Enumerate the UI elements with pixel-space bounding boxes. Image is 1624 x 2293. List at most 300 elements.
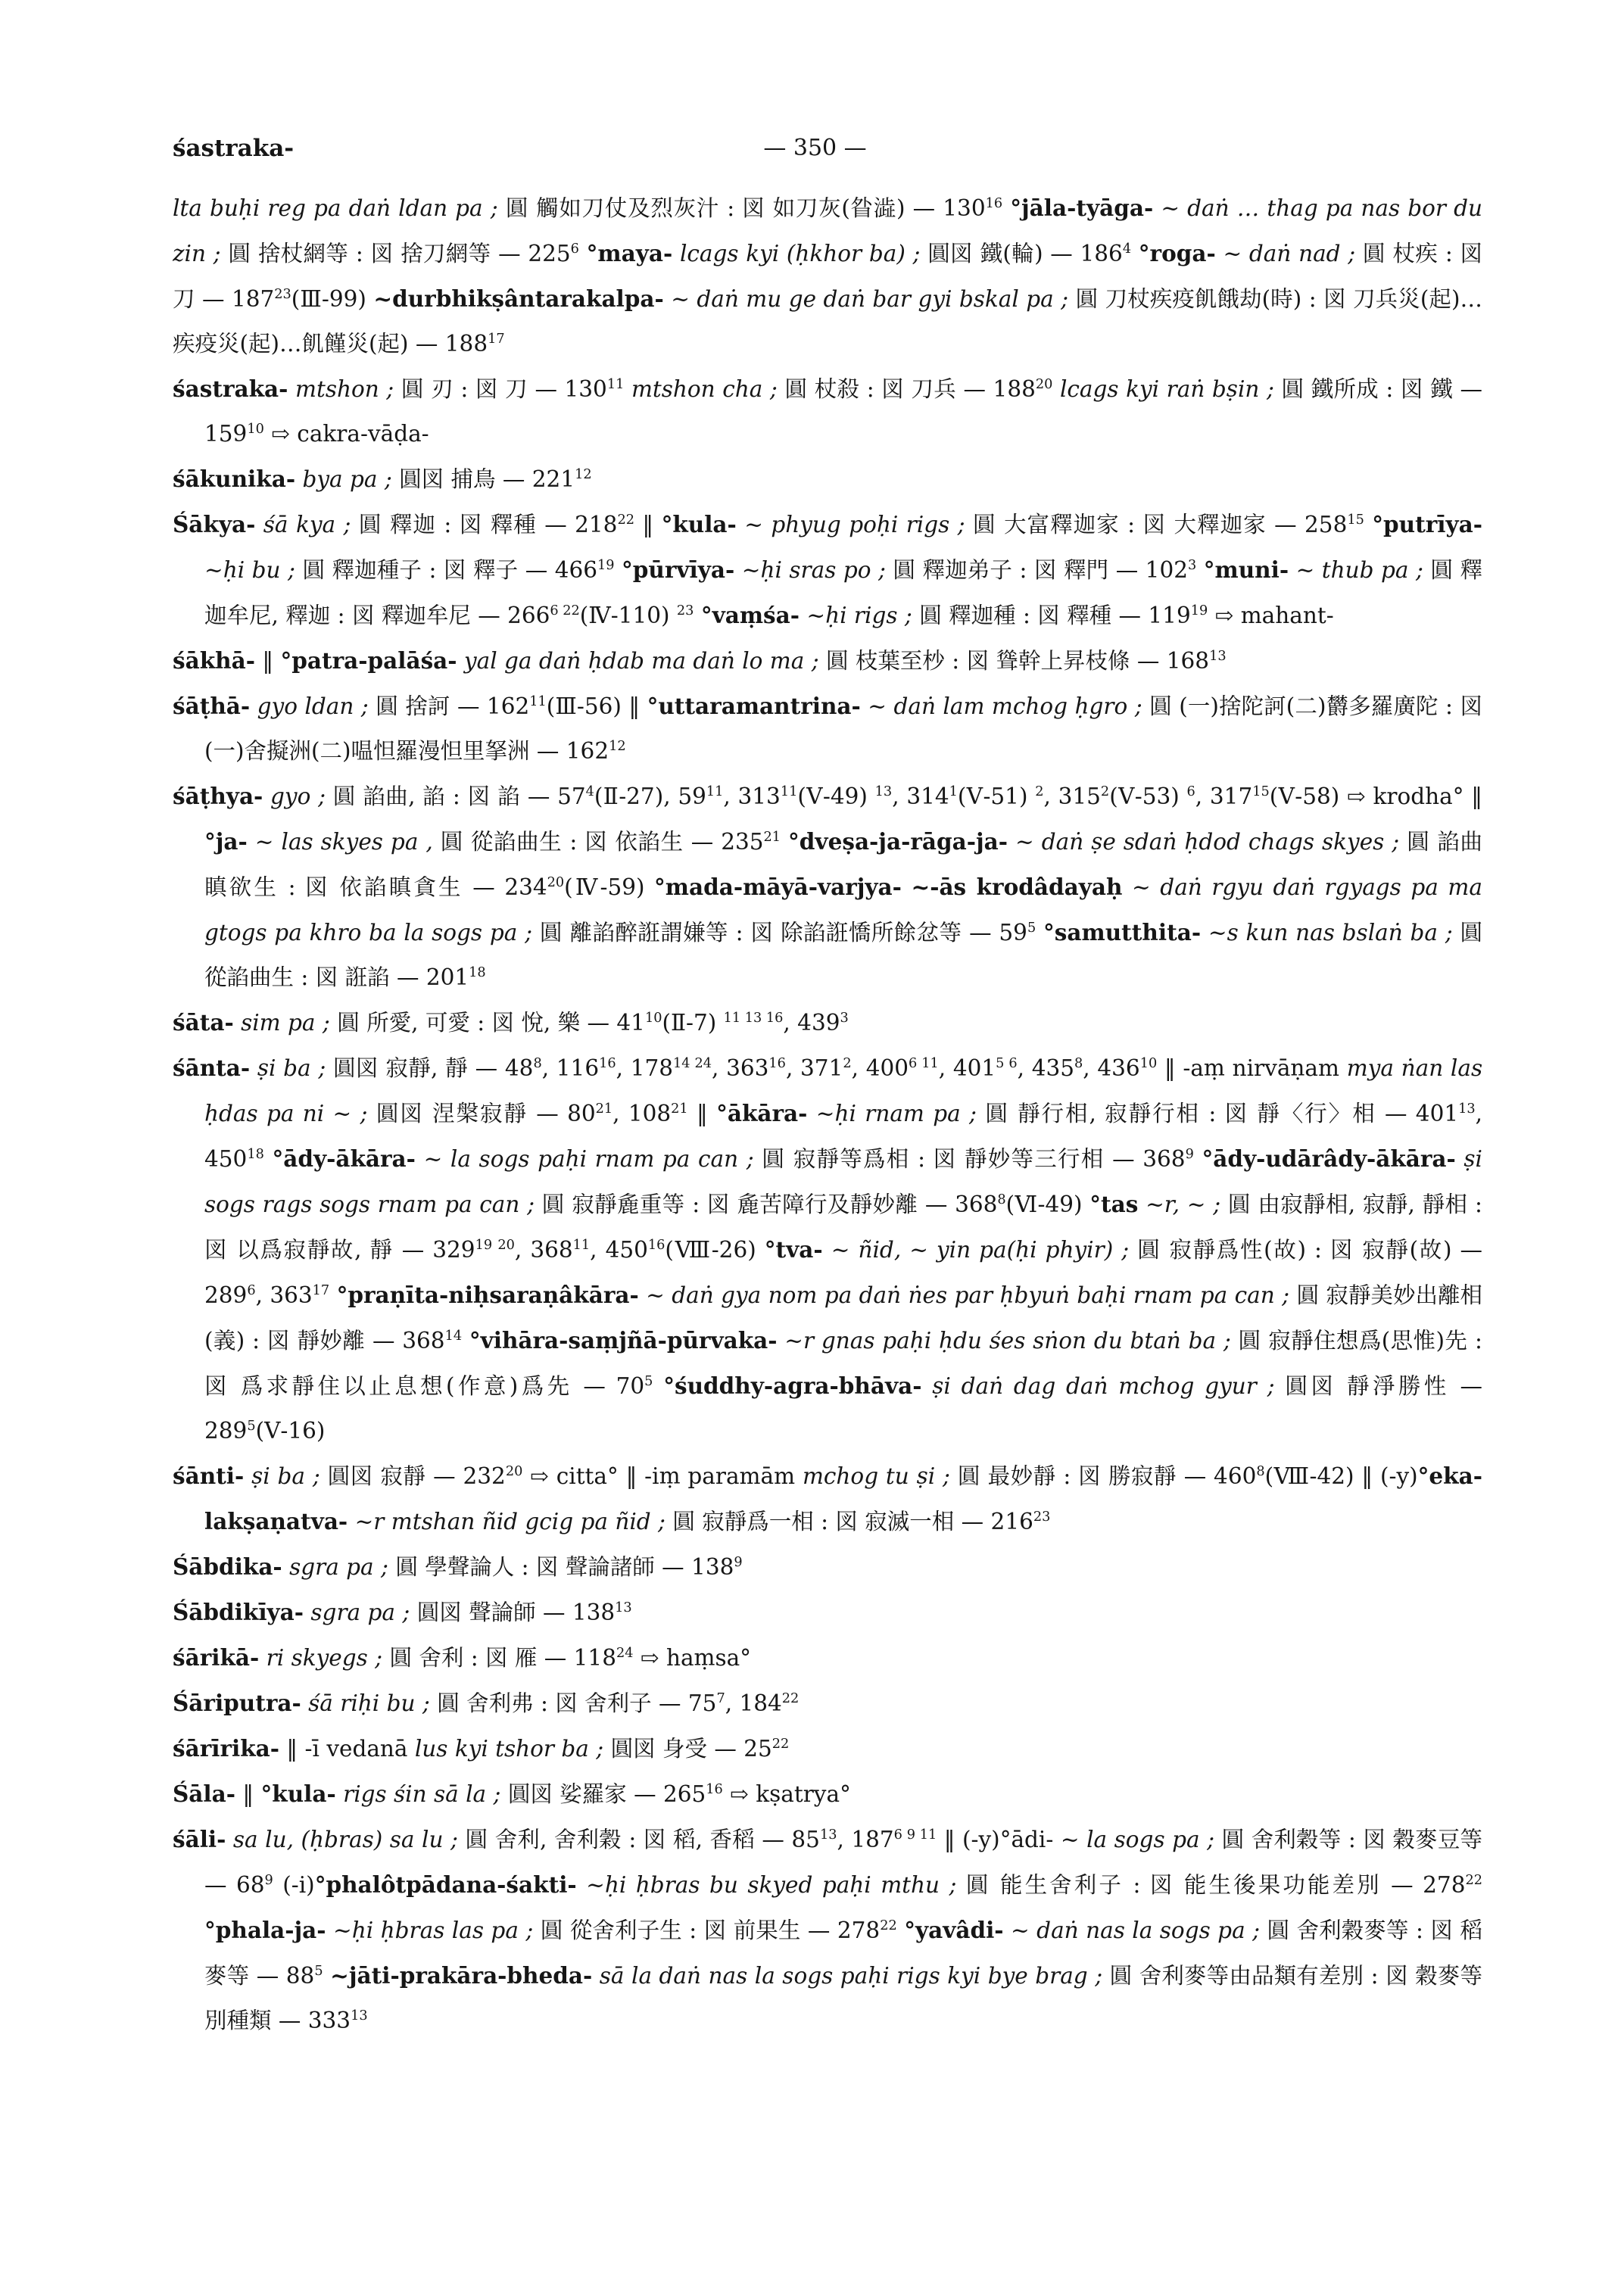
gloss-text: 圓 從舍利子生 : 図 前果生 — 278 — [540, 1918, 881, 1943]
reference-superscript: 16 — [985, 196, 1003, 212]
dictionary-entry-sabdika — [173, 1544, 1482, 1590]
gloss-text: 圓 所愛, 可愛 : 図 悅, 樂 — 41 — [337, 1010, 645, 1036]
gloss-text: 圓 觸如刀仗及烈灰汁 : 図 如刀灰(䀤澁) — 130 — [505, 195, 986, 221]
reference-superscript: 11 — [706, 784, 724, 800]
reference-superscript: 2 — [1100, 784, 1110, 800]
tibetan-text: ~ phyug poḥi rigs ; — [744, 512, 974, 537]
gloss-text — [664, 286, 671, 312]
gloss-text — [348, 1509, 354, 1534]
gloss-text: , 450 — [590, 1237, 648, 1263]
tibetan-text: ~ daṅ ṣe sdaṅ ḥdod chags skyes ; — [1015, 829, 1407, 855]
reference-superscript: 5 6 — [996, 1056, 1018, 1072]
tibetan-text: ~ daṅ nad ; — [1223, 241, 1363, 266]
reference-superscript: 8 — [997, 1192, 1006, 1208]
gloss-text: 圓 鐵所成 : 図 鐵 — 159 — [204, 376, 1482, 447]
gloss-text: , 116 — [541, 1055, 600, 1081]
reference-superscript: 11 13 16 — [723, 1011, 784, 1027]
subentry-term: °kula- — [260, 1781, 336, 1807]
reference-superscript: 5 — [644, 1374, 653, 1390]
gloss-text: , 368 — [514, 1237, 573, 1263]
gloss-text: 圓 (一)捨陀訶(二)欝多羅廣陀 : 図 (一)舍擬洲(二)嗢怛羅漫怛里拏洲 — 162 — [204, 693, 1482, 764]
gloss-text: 圓 能生舍利子 : 図 能生後果功能差別 — 278 — [965, 1872, 1466, 1898]
gloss-text: , 371 — [785, 1055, 843, 1081]
dictionary-entry-sakha — [173, 638, 1482, 684]
subentry-term: °phalôtpādana-śakti- — [314, 1871, 577, 1898]
reference-superscript: 10 — [644, 1011, 662, 1027]
reference-superscript: 24 — [616, 1646, 634, 1662]
headword: śāṭhā- — [173, 693, 251, 719]
subentry-term: °mada-māyā-varjya- — [654, 874, 902, 900]
gloss-text — [264, 1146, 273, 1172]
running-header — [173, 135, 1457, 173]
running-headword: śastraka- — [173, 135, 295, 162]
gloss-text: 圓 捨杖網等 : 図 捨刀網等 — 225 — [228, 241, 571, 266]
reference-superscript: 13 — [1209, 649, 1227, 665]
reference-superscript: 10 — [1139, 1056, 1158, 1072]
headword: śārikā- — [173, 1644, 260, 1671]
gloss-text — [1004, 1918, 1011, 1943]
reference-superscript: 9 — [264, 1873, 273, 1889]
tibetan-text: lcags kyi (ḥkhor ba) ; — [679, 241, 928, 266]
tibetan-text: ~ḥi bu ; — [204, 557, 303, 583]
gloss-text: (Ⅳ-110) — [579, 603, 677, 628]
tibetan-text: ~r gnas paḥi ḥdu śes sṅon du btaṅ ba ; — [784, 1328, 1239, 1354]
gloss-text: 圓 由寂靜相, 寂靜, 靜相 : 図 以爲寂靜故, 靜 — 329 — [204, 1192, 1482, 1263]
gloss-text — [457, 648, 464, 674]
gloss-text: 圓 刀杖疾疫飢餓劫(時) : 図 刀兵災(起)…疾疫災(起)…飢饉災(起) — 188 — [173, 286, 1482, 357]
reference-superscript: 14 — [444, 1329, 463, 1344]
reference-superscript: 9 — [734, 1555, 743, 1571]
gloss-text: ‖ — [254, 648, 281, 674]
reference-superscript: 6 9 11 — [893, 1827, 937, 1843]
gloss-text — [1364, 512, 1372, 537]
gloss-text — [921, 1373, 932, 1399]
gloss-text — [462, 1328, 469, 1354]
gloss-text: , 450 — [204, 1101, 1482, 1172]
dictionary-entry-sathya — [173, 774, 1482, 1000]
gloss-text — [250, 1055, 257, 1081]
gloss-text — [1289, 557, 1296, 583]
reference-superscript: 13 — [874, 784, 893, 800]
headword: śānta- — [173, 1055, 251, 1081]
reference-superscript: 22 — [617, 512, 634, 528]
reference-superscript: 20 — [547, 875, 565, 891]
reference-superscript: 16 — [768, 1056, 786, 1072]
headword: Śābdika- — [173, 1553, 282, 1580]
gloss-text: 圓 釋迦種 : 図 釋種 — 119 — [919, 603, 1191, 628]
reference-superscript: 6 — [570, 241, 579, 257]
gloss-text — [897, 1918, 904, 1943]
gloss-text: 圓 釋迦弟子 : 図 釋門 — 102 — [893, 557, 1188, 583]
headword: Śāla- — [173, 1781, 235, 1807]
gloss-text: (Ⅲ-56) ‖ — [546, 693, 647, 719]
tibetan-text: ~ daṅ … thag pa nas bor du zin ; — [173, 195, 1482, 266]
tibetan-text: ~ la sogs paḥi rnam pa can ; — [423, 1146, 762, 1172]
tibetan-text: ~ daṅ lam mchog ḥgro ; — [868, 693, 1150, 719]
gloss-text: , 313 — [723, 784, 781, 809]
reference-superscript: 18 — [469, 965, 486, 981]
reference-superscript: 5 — [314, 1964, 323, 1980]
tibetan-text: ~ las skyes pa , — [254, 829, 441, 855]
gloss-text: (Ⅲ-99) — [291, 286, 374, 312]
gloss-text: 圓図 身受 — 25 — [610, 1736, 772, 1762]
gloss-text: (Ⅷ-26) — [665, 1237, 765, 1263]
gloss-text: ‖ -aṃ nirvāṇam — [1157, 1055, 1347, 1081]
headword: Śābdikīya- — [173, 1599, 304, 1625]
gloss-text: 圓 從諂曲生 : 図 誑諂 — 201 — [204, 920, 1482, 990]
gloss-text — [672, 241, 680, 266]
gloss-text — [577, 1872, 586, 1898]
dictionary-entry-sala — [173, 1771, 1482, 1817]
gloss-text: 圓 釋迦 : 図 釋種 — 218 — [358, 512, 618, 537]
reference-superscript: 13 — [1458, 1101, 1476, 1117]
reference-superscript: 20 — [1035, 377, 1053, 393]
gloss-text — [1138, 1192, 1146, 1217]
gloss-text — [823, 1237, 831, 1263]
gloss-text — [694, 603, 700, 628]
gloss-text — [1122, 874, 1132, 900]
reference-superscript: 21 — [671, 1101, 688, 1117]
gloss-text: ‖ — [687, 1101, 717, 1126]
reference-superscript: 3 — [1188, 558, 1197, 574]
reference-superscript: 23 — [274, 287, 291, 303]
gloss-text — [250, 693, 257, 719]
reference-superscript: 3 — [840, 1011, 849, 1027]
tibetan-text: ṣi ba ; — [257, 1055, 333, 1081]
subentry-term: °tas — [1089, 1191, 1139, 1217]
tibetan-text: ~ daṅ gya nom pa daṅ ṅes par ḥbyuṅ baḥi rnam pa can ; — [646, 1282, 1297, 1308]
reference-superscript: 23 — [1033, 1509, 1051, 1525]
gloss-text — [781, 829, 788, 855]
reference-superscript: 1 — [949, 784, 958, 800]
gloss-text: (Ⅴ-51) — [957, 784, 1036, 809]
gloss-text: 圓 諂曲, 諂 : 図 諂 — 57 — [332, 784, 586, 809]
dictionary-entry-saririka — [173, 1726, 1482, 1771]
dictionary-entry-sakya — [173, 502, 1482, 638]
gloss-text: ⇨ cakra-vāḍa- — [263, 421, 429, 447]
tibetan-text: ~s kun nas bslaṅ ba ; — [1208, 920, 1460, 946]
gloss-text: 圓 寂靜住想爲(思惟)先 : 図 爲求靜住以止息想(作意)爲先 — 70 — [204, 1328, 1482, 1399]
reference-superscript: 11 — [780, 784, 798, 800]
headword: Śāriputra- — [173, 1690, 301, 1716]
reference-superscript: 6 — [1186, 784, 1195, 800]
reference-superscript: 12 — [609, 739, 626, 755]
subentry-term: °putrīya- — [1372, 511, 1482, 537]
gloss-text: 圓 大富釋迦家 : 図 大釋迦家 — 258 — [973, 512, 1348, 537]
gloss-text — [282, 1554, 289, 1580]
reference-superscript: 13 — [351, 2008, 368, 2024]
tibetan-text: sgra pa ; — [289, 1554, 396, 1580]
subentry-term: °praṇīta-niḥsaraṇâkāra- — [336, 1282, 639, 1308]
gloss-text: 圓図 靜淨勝性 — 289 — [204, 1373, 1482, 1444]
reference-superscript: 16 — [599, 1056, 616, 1072]
subentry-term: °jāla-tyāga- — [1010, 195, 1154, 221]
subentry-term: °muni- — [1203, 556, 1289, 583]
gloss-text: 圓 學聲論人 : 図 聲論諸師 — 138 — [395, 1554, 734, 1580]
subentry-term: °ākāra- — [716, 1100, 808, 1126]
tibetan-text: mya ṅan las ḥdas pa ni ~ ; — [204, 1055, 1482, 1126]
gloss-text: , 436 — [1083, 1055, 1140, 1081]
subentry-term: °roga- — [1138, 240, 1216, 266]
gloss-text: 圓図 捕鳥 — 221 — [399, 466, 575, 492]
gloss-text — [807, 1101, 815, 1126]
tibetan-text: ~r, ~ ; — [1146, 1192, 1228, 1217]
gloss-text — [259, 1645, 266, 1671]
tibetan-text: ~ḥi sras po ; — [741, 557, 893, 583]
gloss-text — [1036, 920, 1043, 946]
dictionary-entry-sabdikiya — [173, 1590, 1482, 1635]
gloss-text: (Ⅱ-27), 59 — [594, 784, 706, 809]
tibetan-text: sgra pa ; — [310, 1600, 417, 1625]
gloss-text: 圓 舍利, 舍利穀 : 図 稻, 香稻 — 85 — [465, 1827, 820, 1852]
gloss-text: (Ⅵ-49) — [1005, 1192, 1090, 1217]
gloss-text — [1201, 920, 1208, 946]
headword: Śākya- — [173, 511, 256, 537]
gloss-text: 圓 寂靜美妙出離相(義) : 図 靜妙離 — 368 — [204, 1282, 1482, 1354]
subentry-term: °samutthita- — [1043, 919, 1202, 946]
tibetan-text: lus kyi tshor ba ; — [414, 1736, 611, 1762]
tibetan-text: ri skyegs ; — [266, 1645, 390, 1671]
dictionary-entry-sarika — [173, 1635, 1482, 1681]
gloss-text: 圓 釋迦牟尼, 釋迦 : 図 釋迦牟尼 — 266 — [204, 557, 1482, 628]
gloss-text: 圓 從諂曲生 : 図 依諂生 — 235 — [440, 829, 764, 855]
tibetan-text: ~ḥi ḥbras las pa ; — [333, 1918, 541, 1943]
gloss-text: (Ⅴ-16) — [255, 1418, 326, 1444]
gloss-text: , 401 — [938, 1055, 996, 1081]
reference-superscript: 2 — [843, 1056, 852, 1072]
gloss-text: ‖ -ī vedanā — [279, 1736, 415, 1762]
reference-superscript: 5 — [247, 1419, 256, 1435]
gloss-text — [263, 784, 270, 809]
reference-superscript: 11 — [572, 1238, 591, 1254]
dictionary-entry-sata — [173, 1000, 1482, 1045]
gloss-text: ‖ — [235, 1781, 261, 1807]
gloss-text: , 178 — [616, 1055, 674, 1081]
subentry-term: °ādy-udārâdy-ākāra- — [1202, 1145, 1456, 1172]
gloss-text: , 108 — [613, 1101, 672, 1126]
tibetan-text: ṣi daṅ dag daṅ mchog gyur ; — [932, 1373, 1286, 1399]
subentry-term: °ja- — [204, 828, 248, 855]
gloss-text — [304, 1600, 310, 1625]
subentry-term: °maya- — [586, 240, 673, 266]
subentry-term: ~-ās krodâdayaḥ — [911, 874, 1123, 900]
tibetan-text: yal ga daṅ ḥdab ma daṅ lo ma ; — [463, 648, 827, 674]
gloss-text — [579, 241, 587, 266]
gloss-text: , 315 — [1043, 784, 1101, 809]
tibetan-text: gyo ; — [270, 784, 333, 809]
gloss-text: 圓 枝葉至杪 : 図 聳幹上昇枝條 — 168 — [826, 648, 1210, 674]
reference-superscript: 6 22 — [550, 603, 580, 619]
gloss-text: , 439 — [783, 1010, 840, 1036]
gloss-text: 圓図 涅槃寂靜 — 80 — [376, 1101, 596, 1126]
reference-superscript: 21 — [763, 830, 781, 846]
gloss-text: , 435 — [1017, 1055, 1075, 1081]
reference-superscript: 13 — [615, 1600, 632, 1616]
gloss-text: , 363 — [255, 1282, 313, 1308]
gloss-text: (Ⅳ-59) — [564, 874, 655, 900]
reference-superscript: 16 — [706, 1782, 723, 1798]
gloss-text — [234, 1010, 241, 1036]
tibetan-text: ~ thub pa ; — [1295, 557, 1431, 583]
tibetan-text: mtshon ; — [295, 376, 401, 402]
headword: śāli- — [173, 1826, 226, 1852]
gloss-text: 圓 寂靜等爲相 : 図 靜妙等三行相 — 368 — [762, 1146, 1186, 1172]
tibetan-text: gyo ldan ; — [257, 693, 376, 719]
tibetan-text: rigs śin sā la ; — [343, 1781, 508, 1807]
gloss-text — [653, 1373, 663, 1399]
gloss-text: (Ⅴ-53) — [1109, 784, 1187, 809]
reference-superscript: 7 — [716, 1691, 725, 1707]
gloss-text: 圓図 寂靜, 靜 — 48 — [333, 1055, 534, 1081]
gloss-text: (Ⅴ-58) ⇨ krodha° ‖ — [1269, 784, 1482, 809]
reference-superscript: 18 — [247, 1147, 264, 1163]
reference-superscript: 22 — [1465, 1873, 1482, 1889]
subentry-term: °eka-lakṣaṇatva- — [204, 1463, 1482, 1534]
tibetan-text: mtshon cha ; — [631, 376, 785, 402]
tibetan-text: ~ḥi rnam pa ; — [815, 1101, 986, 1126]
reference-superscript: 10 — [247, 422, 264, 438]
gloss-text: ‖ — [634, 512, 662, 537]
tibetan-text: ~r mtshan ñid gcig pa ñid ; — [354, 1509, 673, 1534]
reference-superscript: 9 — [1185, 1147, 1194, 1163]
tibetan-text: śā kya ; — [263, 512, 359, 537]
gloss-text — [301, 1690, 308, 1716]
headword: śāta- — [173, 1009, 234, 1036]
gloss-text: 圓 寂靜爲性(故) : 図 寂靜(故) — 289 — [204, 1237, 1482, 1308]
subentry-term: °pūrvīya- — [622, 556, 735, 583]
subentry-term: °ādy-ākāra- — [272, 1145, 416, 1172]
reference-superscript: 17 — [312, 1283, 330, 1299]
reference-superscript: 11 — [606, 377, 625, 393]
tibetan-text: ~ daṅ nas la sogs pa ; — [1011, 1918, 1267, 1943]
gloss-text: 圓 寂靜爲一相 : 図 寂滅一相 — 216 — [672, 1509, 1033, 1534]
reference-superscript: 11 — [529, 694, 547, 710]
reference-superscript: 22 — [771, 1737, 790, 1752]
gloss-text: , 187 — [837, 1827, 894, 1852]
tibetan-text: lta buḥi reg pa daṅ ldan pa ; — [173, 195, 506, 221]
gloss-text: 圓 靜行相, 寂靜行相 : 図 靜〈行〉相 — 401 — [985, 1101, 1459, 1126]
subentry-term: °uttaramantrina- — [647, 693, 861, 719]
gloss-text — [737, 512, 744, 537]
gloss-text: 圓 捨訶 — 162 — [376, 693, 530, 719]
dictionary-entry-sastraka — [173, 366, 1482, 456]
headword: śārīrika- — [173, 1735, 280, 1762]
gloss-text: , 317 — [1195, 784, 1253, 809]
gloss-text — [226, 1827, 233, 1852]
gloss-text — [336, 1781, 343, 1807]
reference-superscript: 8 — [533, 1056, 542, 1072]
gloss-text: 圓 刃 : 図 刀 — 130 — [401, 376, 607, 402]
gloss-text: 圓 最妙靜 : 図 勝寂靜 — 460 — [957, 1463, 1257, 1489]
reference-superscript: 16 — [647, 1238, 665, 1254]
gloss-text: (Ⅱ-7) — [662, 1010, 724, 1036]
reference-superscript: 20 — [505, 1464, 523, 1480]
gloss-text — [1456, 1146, 1464, 1172]
subentry-term: °śuddhy-agra-bhāva- — [663, 1372, 922, 1399]
gloss-text — [902, 874, 912, 900]
reference-superscript: 21 — [595, 1101, 613, 1117]
reference-superscript: 2 — [1035, 784, 1044, 800]
gloss-text — [288, 376, 295, 402]
gloss-text — [734, 557, 742, 583]
gloss-text: 圓図 寂靜 — 232 — [327, 1463, 506, 1489]
dictionary-entry-cont — [173, 185, 1482, 366]
gloss-text: ⇨ haṃsa° — [633, 1645, 751, 1671]
gloss-text — [1194, 1146, 1202, 1172]
reference-superscript: 15 — [1252, 784, 1270, 800]
gloss-text: 圓図 娑羅家 — 265 — [507, 1781, 706, 1807]
reference-superscript: 4 — [1122, 241, 1132, 257]
subentry-term: ~jāti-prakāra-bheda- — [330, 1962, 593, 1989]
gloss-text — [329, 1282, 336, 1308]
dictionary-entry-sariputra — [173, 1681, 1482, 1726]
gloss-text: , 363 — [712, 1055, 769, 1081]
dictionary-entry-sakunika — [173, 456, 1482, 502]
subentry-term: °vaṃśa- — [700, 602, 800, 628]
subentry-term: °tva- — [764, 1236, 823, 1263]
gloss-text: ⇨ mahant- — [1208, 603, 1334, 628]
gloss-text: , 184 — [725, 1690, 782, 1716]
subentry-term: °vihāra-saṃjñā-pūrvaka- — [469, 1327, 778, 1354]
reference-superscript: 17 — [488, 332, 505, 347]
tibetan-text: mchog tu ṣi ; — [802, 1463, 958, 1489]
tibetan-text: śā riḥi bu ; — [308, 1690, 438, 1716]
tibetan-text: lcags kyi raṅ bṣin ; — [1059, 376, 1282, 402]
dictionary-entry-satha — [173, 684, 1482, 774]
tibetan-text: ~ḥi ḥbras bu skyed paḥi mthu ; — [586, 1872, 966, 1898]
reference-superscript: 22 — [880, 1918, 897, 1934]
reference-superscript: 5 — [1027, 921, 1036, 936]
gloss-text — [1153, 195, 1161, 221]
reference-superscript: 22 — [781, 1691, 800, 1707]
tibetan-text: sa lu, (ḥbras) sa lu ; — [232, 1827, 466, 1852]
gloss-text: ‖ (-y)°ādi- — [937, 1827, 1061, 1852]
reference-superscript: 8 — [1074, 1056, 1083, 1072]
gloss-text — [323, 1963, 331, 1989]
gloss-text: 圓 舍利 : 図 雁 — 118 — [389, 1645, 616, 1671]
subentry-term: °patra-palāśa- — [280, 647, 457, 674]
gloss-text: 圓 舍利麥等由品類有差別 : 図 穀麥等別種類 — 333 — [204, 1963, 1482, 2033]
gloss-text — [639, 1282, 646, 1308]
reference-superscript: 6 11 — [909, 1056, 939, 1072]
gloss-text — [778, 1328, 785, 1354]
dictionary-entry-santa — [173, 1045, 1482, 1453]
gloss-text: (-i) — [273, 1872, 315, 1898]
headword: śānti- — [173, 1463, 245, 1489]
subentry-term: °kula- — [661, 511, 737, 537]
gloss-text: 圓 釋迦種子 : 図 釋子 — 466 — [302, 557, 598, 583]
tibetan-text: ~ la sogs pa ; — [1060, 1827, 1222, 1852]
reference-superscript: 15 — [1347, 512, 1364, 528]
gloss-text: 圓 諂曲瞋欲生 : 図 依諂瞋貪生 — 234 — [204, 829, 1482, 900]
subentry-term: °dveṣa-ja-rāga-ja- — [788, 828, 1008, 855]
gloss-text — [624, 376, 631, 402]
gloss-text: 圓 舍利穀麥等 : 図 稻麥等 — 88 — [204, 1918, 1482, 1989]
headword: śastraka- — [173, 375, 288, 402]
tibetan-text: bya pa ; — [302, 466, 400, 492]
tibetan-text: ~ ñid, ~ yin pa(ḥi phyir) ; — [831, 1237, 1138, 1263]
gloss-text — [861, 693, 868, 719]
gloss-text — [1002, 195, 1010, 221]
gloss-text: (Ⅷ-42) ‖ (-y) — [1264, 1463, 1418, 1489]
gloss-text — [1052, 376, 1060, 402]
gloss-text: 圓図 聲論師 — 138 — [416, 1600, 616, 1625]
gloss-text: (Ⅴ-49) — [797, 784, 875, 809]
tibetan-text: ~ daṅ rgyu daṅ rgyags pa ma gtogs pa khro ba la sogs pa ; — [204, 874, 1482, 946]
reference-superscript: 4 — [585, 784, 594, 800]
gloss-text — [244, 1463, 251, 1489]
reference-superscript: 23 — [676, 603, 694, 619]
